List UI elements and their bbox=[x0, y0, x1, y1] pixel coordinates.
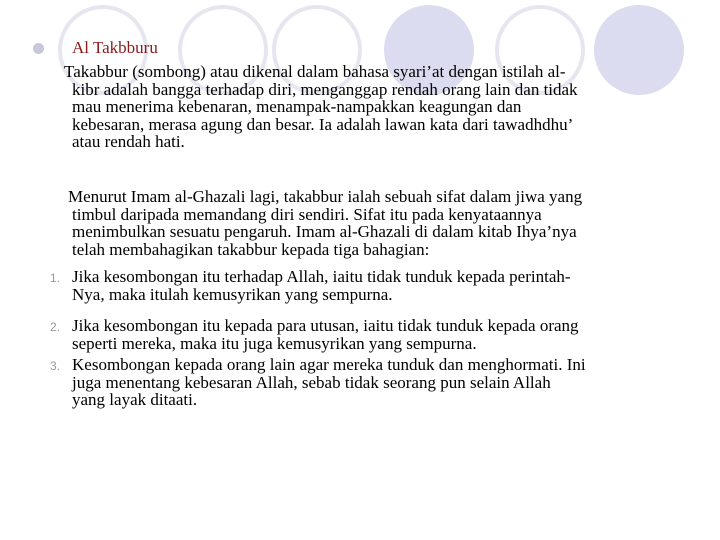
slide-heading: Al Takbburu bbox=[72, 38, 158, 57]
list-item-line: Nya, maka itulah kemusyrikan yang sempurna. bbox=[72, 284, 393, 304]
paragraph-1-line: atau rendah hati. bbox=[72, 132, 185, 151]
paragraph-1-line: mau menerima kebenaran, menampak-nampakkan keagungan dan bbox=[72, 97, 522, 116]
paragraph-1-line: kebesaran, merasa agung dan besar. Ia adalah lawan kata dari tawadhdhu’ bbox=[72, 114, 574, 134]
list-number-3: 3. bbox=[50, 359, 61, 373]
list-item-2 bbox=[72, 317, 579, 352]
list-item-1 bbox=[72, 268, 571, 303]
paragraph-1-line: kibr adalah bangga terhadap diri, menganggap rendah orang lain dan tidak bbox=[72, 79, 578, 99]
list-item-line: Jika kesombongan itu terhadap Allah, iaitu tidak tunduk kepada perintah- bbox=[72, 267, 571, 286]
list-item-line: Jika kesombongan itu kepada para utusan, iaitu tidak tunduk kepada orang bbox=[72, 316, 579, 335]
paragraph-2-line: Menurut Imam al-Ghazali lagi, takabbur ialah sebuah sifat dalam jiwa yang bbox=[68, 187, 583, 206]
paragraph-2-line: menimbulkan sesuatu pengaruh. Imam al-Ghazali di dalam kitab Ihya’nya bbox=[72, 222, 577, 241]
list-item-line: juga menentang kebesaran Allah, sebab tidak seorang pun selain Allah bbox=[72, 372, 551, 392]
list-item-line: yang layak ditaati. bbox=[72, 390, 198, 409]
list-item-line: Kesombongan kepada orang lain agar mereka tunduk dan menghormati. Ini bbox=[72, 355, 586, 374]
paragraph-2-line: telah membahagikan takabbur kepada tiga bahagian: bbox=[72, 239, 430, 259]
list-number-2: 2. bbox=[50, 320, 61, 334]
list-item-3 bbox=[72, 356, 586, 409]
paragraph-1-line: Takabbur (sombong) atau dikenal dalam bahasa syari’at dengan istilah al- bbox=[64, 62, 566, 81]
paragraph-2 bbox=[64, 188, 582, 258]
paragraph-1 bbox=[64, 63, 578, 151]
list-item-line: seperti mereka, maka itu juga kemusyrikan yang sempurna. bbox=[72, 333, 477, 353]
bullet-dot-icon bbox=[33, 43, 44, 54]
decor-circle-6 bbox=[594, 5, 684, 95]
list-number-1: 1. bbox=[50, 271, 61, 285]
paragraph-2-line: timbul daripada memandang diri sendiri. Sifat itu pada kenyataannya bbox=[72, 204, 542, 224]
